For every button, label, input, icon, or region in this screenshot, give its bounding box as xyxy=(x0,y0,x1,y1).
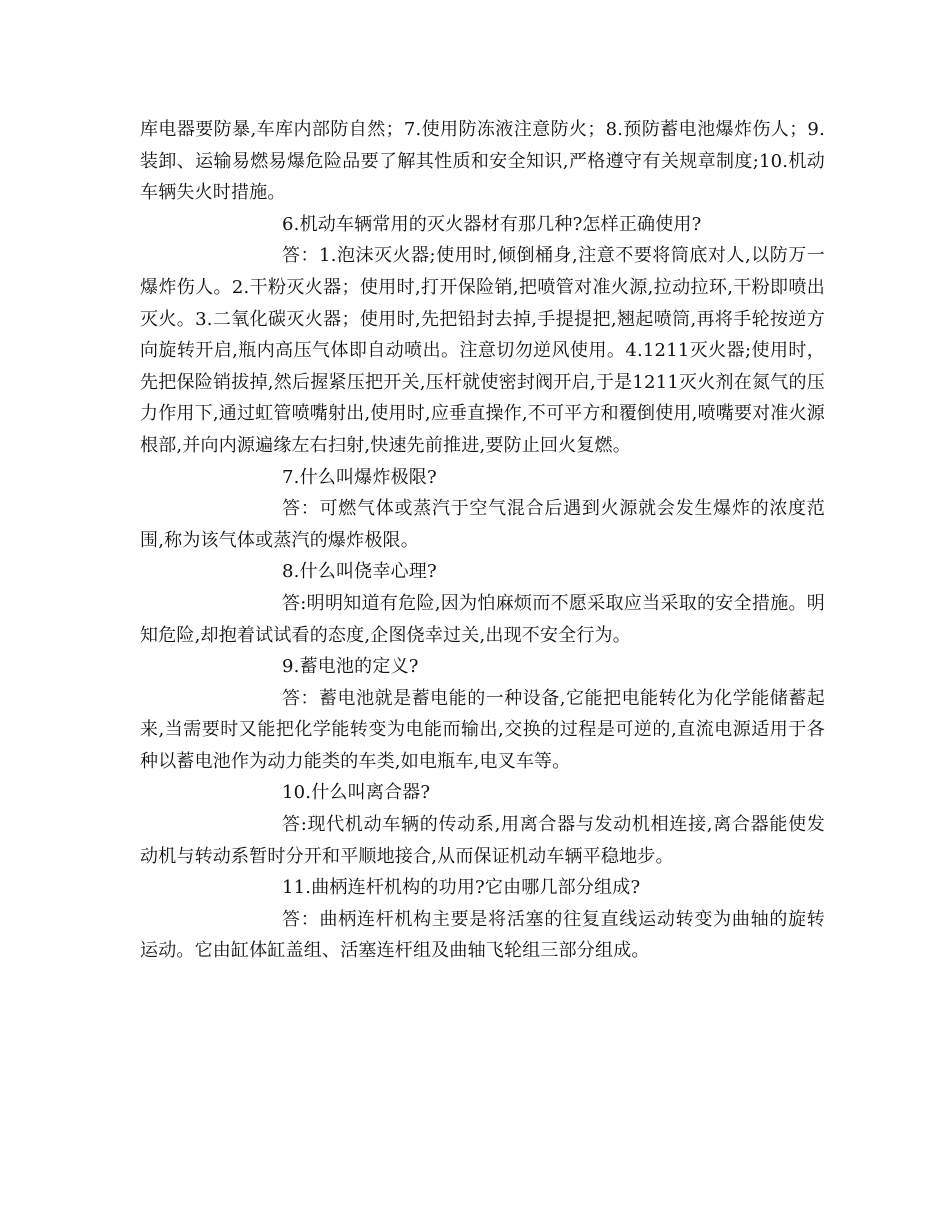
document-body xyxy=(140,114,825,967)
answer-10-clutch: 答:现代机动车辆的传动系,用离合器与发动机相连接,离合器能使发动机与转动系暂时分开和平顺地接合,从而保证机动车辆平稳地步。 xyxy=(140,814,825,867)
question-8-luck-mentality: 8.什么叫侥幸心理? xyxy=(282,561,437,583)
question-11-crank-mechanism: 11.曲柄连杆机构的功用?它由哪几部分组成? xyxy=(282,877,641,899)
question-9-battery-definition: 9.蓄电池的定义? xyxy=(282,656,419,678)
answer-11-crank-mechanism: 答：曲柄连杆机构主要是将活塞的往复直线运动转变为曲轴的旋转运动。它由缸体缸盖组、活塞连杆组及曲轴飞轮组三部分组成。 xyxy=(140,908,825,962)
answer-9-battery-definition: 答：蓄电池就是蓄电能的一种设备,它能把电能转化为化学能储蓄起来,当需要时又能把化学能转变为电能而输出,交换的过程是可逆的,直流电源适用于各种以蓄电池作为动力能类的车类,如电瓶车,电叉车等。 xyxy=(140,687,825,772)
paragraph-fire-safety-continuation: 库电器要防暴,车库内部防自然；7.使用防冻液注意防火；8.预防蓄电池爆炸伤人；9.装卸、运输易燃易爆危险品要了解其性质和安全知识,严格遵守有关规章制度;10.机动车辆失火时措施。 xyxy=(140,119,825,204)
answer-6-fire-extinguishers: 答：1.泡沫灭火器;使用时,倾倒桶身,注意不要将筒底对人,以防万一爆炸伤人。2.干粉灭火器；使用时,打开保险销,把喷管对准火源,拉动拉环,干粉即喷出灭火。3.二氧化碳灭火器；使用时,先把铅封去掉,手提提把,翘起喷筒,再将手轮按逆方向旋转开启,瓶内高压气体即自动喷出。注意切勿逆风使用。4.1211灭火器;使用时， 先把保险销拔掉,然后握紧压把开关,压杆就使密封阀开启,于是1211灭火剂在氮气的压力作用下,通过虹管喷嘴射出,使用时,应垂直操作,不可平方和覆倒使用,喷嘴要对准火源根部,并向内源遍缘左右扫射,快速先前推进,要防止回火复燃。 xyxy=(140,245,825,456)
question-7-explosion-limit: 7.什么叫爆炸极限? xyxy=(282,466,437,488)
question-10-clutch: 10.什么叫离合器? xyxy=(282,782,431,804)
question-6-fire-extinguishers: 6.机动车辆常用的灭火器材有那几种?怎样正确使用? xyxy=(282,213,702,235)
answer-8-luck-mentality: 答:明明知道有危险,因为怕麻烦而不愿采取应当采取的安全措施。明知危险,却抱着试试看的态度,企图侥幸过关,出现不安全行为。 xyxy=(140,592,825,646)
answer-7-explosion-limit: 答：可燃气体或蒸汽于空气混合后遇到火源就会发生爆炸的浓度范围,称为该气体或蒸汽的爆炸极限。 xyxy=(140,498,825,551)
